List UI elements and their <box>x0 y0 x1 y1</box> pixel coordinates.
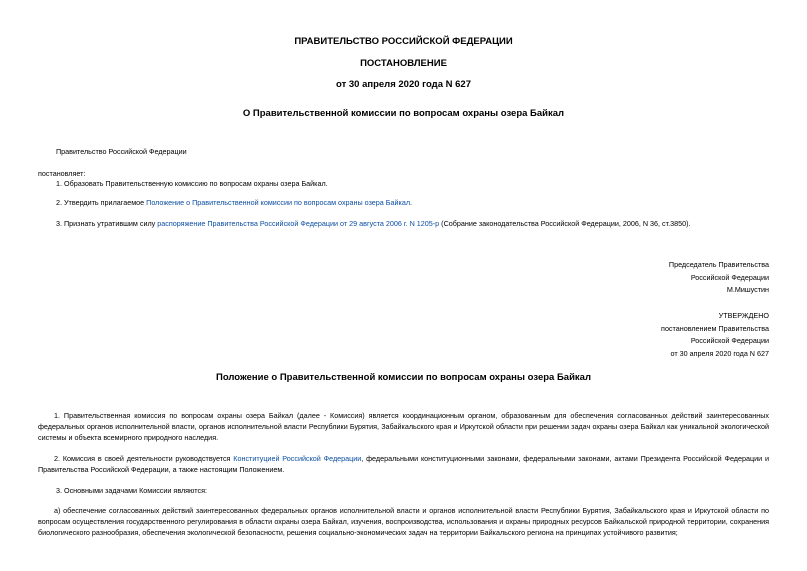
regulation-title: Положение о Правительственной комиссии по вопросам охраны озера Байкал <box>216 372 591 383</box>
regulation-link[interactable]: Положение о Правительственной комиссии по вопросам охраны озера Байкал <box>146 198 411 207</box>
approval-line-2: постановлением Правительства <box>661 323 769 333</box>
decides-text: постановляет: <box>38 169 86 178</box>
paragraph-1-text: 1. Правительственная комиссия по вопросам охраны озера Байкал (далее - Комиссия) является координационным органом, образованным для обеспечения согласованных действий заинтересованных федеральных органов исполнительной власти, органов исполнительной власти Республики Бурятия, Забайкальского края и Иркутской области при решении задач охраны озера Байкал как уникальной экологической системы и объекта всемирного природного наследия. <box>38 411 769 443</box>
paragraph-4-text: а) обеспечение согласованных действий заинтересованных федеральных органов исполнительной власти и органов исполнительной власти Республики Бурятия, Забайкальского края и Иркутской области по вопросам осуществления государственного регулирования в области охраны озера Байкал, изучения, воспроизводства, использования и охраны природных ресурсов Байкальской природной территории, сохранения биологического разнообразия, обеспечения экологической безопасности, решения социально-экономических задач на территории Байкальского региона на принципах устойчивого развития; <box>38 506 769 538</box>
signature-block <box>669 259 769 297</box>
clause-3 <box>56 218 691 229</box>
signature-line-2: Российской Федерации <box>690 272 769 282</box>
regulation-paragraph-2 <box>38 453 769 475</box>
regulation-paragraph-4 <box>38 505 769 539</box>
signature-name: М.Мишустин <box>726 285 769 294</box>
government-heading: ПРАВИТЕЛЬСТВО РОССИЙСКОЙ ФЕДЕРАЦИИ <box>294 36 513 47</box>
regulation-paragraph-3: 3. Основными задачами Комиссии являются: <box>56 486 207 495</box>
clause-2 <box>56 197 412 208</box>
clause-1: 1. Образовать Правительственную комиссию по вопросам охраны озера Байкал. <box>56 179 328 188</box>
approval-line-3: Российской Федерации <box>690 336 769 345</box>
clause-3-prefix: 3. Признать утратившим силу <box>56 219 158 228</box>
document-date-number: от 30 апреля 2020 года N 627 <box>336 79 471 90</box>
order-link[interactable]: распоряжение Правительства Российской Федерации от 29 августа 2006 г. N 1205-р <box>157 219 440 228</box>
signature-line-1: Председатель Правительства <box>668 260 769 269</box>
regulation-paragraph-1 <box>38 410 769 444</box>
constitution-link[interactable]: Конституцией Российской Федерации <box>233 454 362 463</box>
approval-line-4: от 30 апреля 2020 года N 627 <box>670 348 769 358</box>
clause-2-suffix: . <box>410 198 413 207</box>
approval-block <box>661 310 769 360</box>
clause-3-suffix: (Собрание законодательства Российской Федерации, 2006, N 36, ст.3850). <box>439 219 691 228</box>
document-title: О Правительственной комиссии по вопросам охраны озера Байкал <box>242 108 565 119</box>
paragraph-2-prefix: 2. Комиссия в своей деятельности руководствуется <box>54 454 234 463</box>
document-type: ПОСТАНОВЛЕНИЕ <box>360 58 447 69</box>
approval-line-1: УТВЕРЖДЕНО <box>718 311 769 320</box>
clause-2-prefix: 2. Утвердить прилагаемое <box>56 198 147 207</box>
paragraph-2-suffix: , федеральными конституционными законами, федеральными законами, актами Президента Российской Федерации и Правительства Российской Федерации, а также настоящим Положением. <box>38 454 769 475</box>
issuer-text: Правительство Российской Федерации <box>56 147 187 156</box>
